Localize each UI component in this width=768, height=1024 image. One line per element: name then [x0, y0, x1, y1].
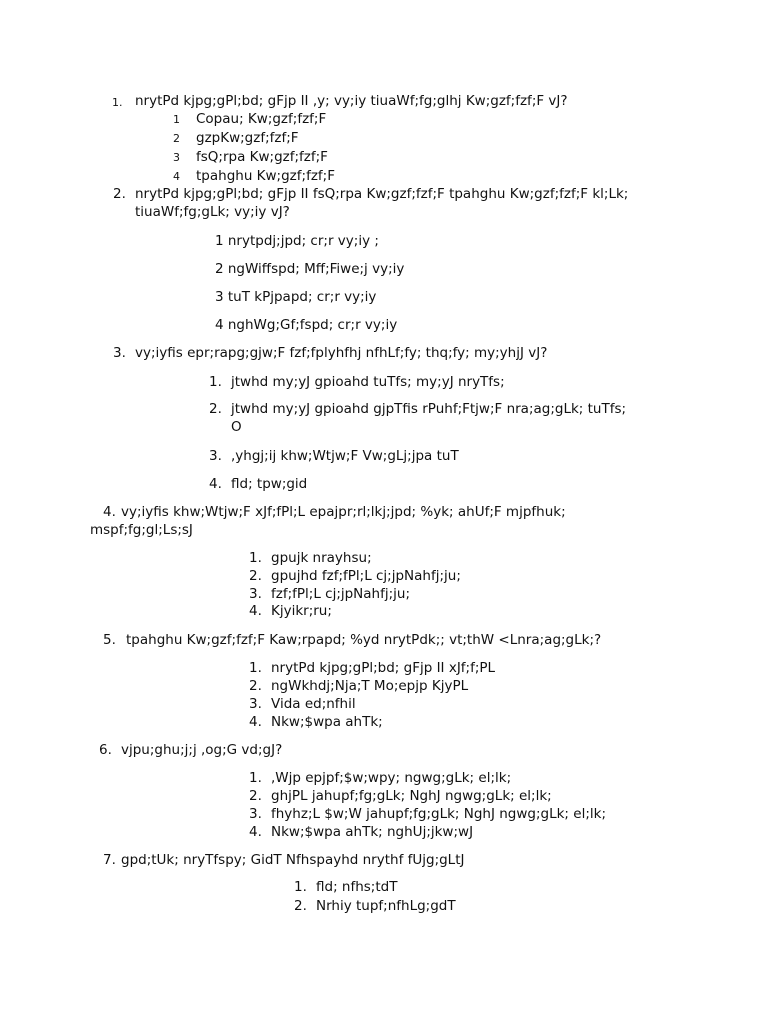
- q5-option-number: 3.: [249, 696, 262, 712]
- q7-option-number: 1.: [294, 879, 307, 895]
- q4-option-text: gpujhd fzf;fPl;L cj;jpNahfj;ju;: [271, 568, 461, 584]
- q3-option-number: 2.: [209, 401, 222, 417]
- q4-option-number: 1.: [249, 550, 262, 566]
- q4-option-number: 2.: [249, 568, 262, 584]
- q5-number: 5.: [103, 632, 116, 648]
- q5-option-number: 4.: [249, 714, 262, 730]
- q4-option-number: 3.: [249, 586, 262, 602]
- q5-option-text: Nkw;$wpa ahTk;: [271, 714, 383, 730]
- q7-option-text: Nrhiy tupf;nfhLg;gdT: [316, 898, 456, 914]
- q3-option-text: ,yhgj;ij khw;Wtjw;F Vw;gLj;jpa tuT: [231, 448, 459, 464]
- q7-number: 7.: [103, 852, 116, 868]
- q1-option-text: tpahghu Kw;gzf;fzf;F: [196, 168, 335, 184]
- q4-number: 4.: [103, 504, 116, 520]
- q3-option-text-continuation: O: [231, 419, 242, 435]
- q3-option-text: jtwhd my;yJ gpioahd tuTfs; my;yJ nryTfs;: [231, 374, 505, 390]
- q7-text: gpd;tUk; nryTfspy; GidT Nfhspayhd nrythf fUjg;gLtJ: [121, 852, 465, 868]
- q1-option-number: 1: [173, 113, 180, 126]
- q6-option-number: 4.: [249, 824, 262, 840]
- q2-number: 2.: [113, 186, 126, 202]
- q4-text-line1: vy;iyfis khw;Wtjw;F xJf;fPl;L epajpr;rl;lkj;jpd; %yk; ahUf;F mjpfhuk;: [121, 504, 566, 520]
- q6-option-number: 1.: [249, 770, 262, 786]
- q6-option-text: ,Wjp epjpf;$w;wpy; ngwg;gLk; el;lk;: [271, 770, 512, 786]
- q2-option: 1 nrytpdj;jpd; cr;r vy;iy ;: [215, 233, 379, 249]
- q3-option-number: 1.: [209, 374, 222, 390]
- q1-option-text: gzpKw;gzf;fzf;F: [196, 130, 299, 146]
- q3-option-number: 3.: [209, 448, 222, 464]
- q5-option-number: 1.: [249, 660, 262, 676]
- q6-number: 6.: [99, 742, 112, 758]
- q6-option-text: ghjPL jahupf;fg;gLk; NghJ ngwg;gLk; el;lk;: [271, 788, 552, 804]
- q2-option: 2 ngWiffspd; Mff;Fiwe;j vy;iy: [215, 261, 405, 277]
- q1-option-text: Copau; Kw;gzf;fzf;F: [196, 111, 327, 127]
- q3-option-text: fld; tpw;gid: [231, 476, 308, 492]
- q6-option-number: 3.: [249, 806, 262, 822]
- q1-number: 1.: [112, 96, 123, 109]
- q1-option-text: fsQ;rpa Kw;gzf;fzf;F: [196, 149, 328, 165]
- q5-option-text: ngWkhdj;Nja;T Mo;epjp KjyPL: [271, 678, 469, 694]
- q1-option-number: 3: [173, 151, 180, 164]
- q3-text: vy;iyfis epr;rapg;gjw;F fzf;fplyhfhj nfhLf;fy; thq;fy; my;yhjJ vJ?: [135, 345, 548, 361]
- q2-text-line2: tiuaWf;fg;gLk; vy;iy vJ?: [135, 204, 290, 220]
- q6-option-text: Nkw;$wpa ahTk; nghUj;jkw;wJ: [271, 824, 474, 840]
- q3-option-number: 4.: [209, 476, 222, 492]
- q7-option-number: 2.: [294, 898, 307, 914]
- q7-option-text: fld; nfhs;tdT: [316, 879, 398, 895]
- q1-option-number: 4: [173, 170, 180, 183]
- q4-option-text: fzf;fPl;L cj;jpNahfj;ju;: [271, 586, 411, 602]
- q6-text: vjpu;ghu;j;j ,og;G vd;gJ?: [121, 742, 283, 758]
- q4-option-text: gpujk nrayhsu;: [271, 550, 372, 566]
- q5-option-number: 2.: [249, 678, 262, 694]
- q4-text-line2: mspf;fg;gl;Ls;sJ: [90, 522, 193, 538]
- q2-text-line1: nrytPd kjpg;gPl;bd; gFjp II fsQ;rpa Kw;gzf;fzf;F tpahghu Kw;gzf;fzf;F kl;Lk;: [135, 186, 629, 202]
- q5-text: tpahghu Kw;gzf;fzf;F Kaw;rpapd; %yd nrytPdk;; vt;thW <Lnra;ag;gLk;?: [126, 632, 602, 648]
- q4-option-number: 4.: [249, 603, 262, 619]
- q3-option-text: jtwhd my;yJ gpioahd gjpTfis rPuhf;Ftjw;F nra;ag;gLk; tuTfs;: [231, 401, 627, 417]
- q6-option-number: 2.: [249, 788, 262, 804]
- q2-option: 3 tuT kPjpapd; cr;r vy;iy: [215, 289, 377, 305]
- q4-option-text: Kjyikr;ru;: [271, 603, 332, 619]
- q1-text: nrytPd kjpg;gPl;bd; gFjp II ,y; vy;iy tiuaWf;fg;glhj Kw;gzf;fzf;F vJ?: [135, 93, 568, 109]
- q5-option-text: nrytPd kjpg;gPl;bd; gFjp II xJf;f;PL: [271, 660, 496, 676]
- q2-option: 4 nghWg;Gf;fspd; cr;r vy;iy: [215, 317, 398, 333]
- q1-option-number: 2: [173, 132, 180, 145]
- q5-option-text: Vida ed;nfhil: [271, 696, 356, 712]
- q3-number: 3.: [113, 345, 126, 361]
- q6-option-text: fhyhz;L $w;W jahupf;fg;gLk; NghJ ngwg;gLk; el;lk;: [271, 806, 606, 822]
